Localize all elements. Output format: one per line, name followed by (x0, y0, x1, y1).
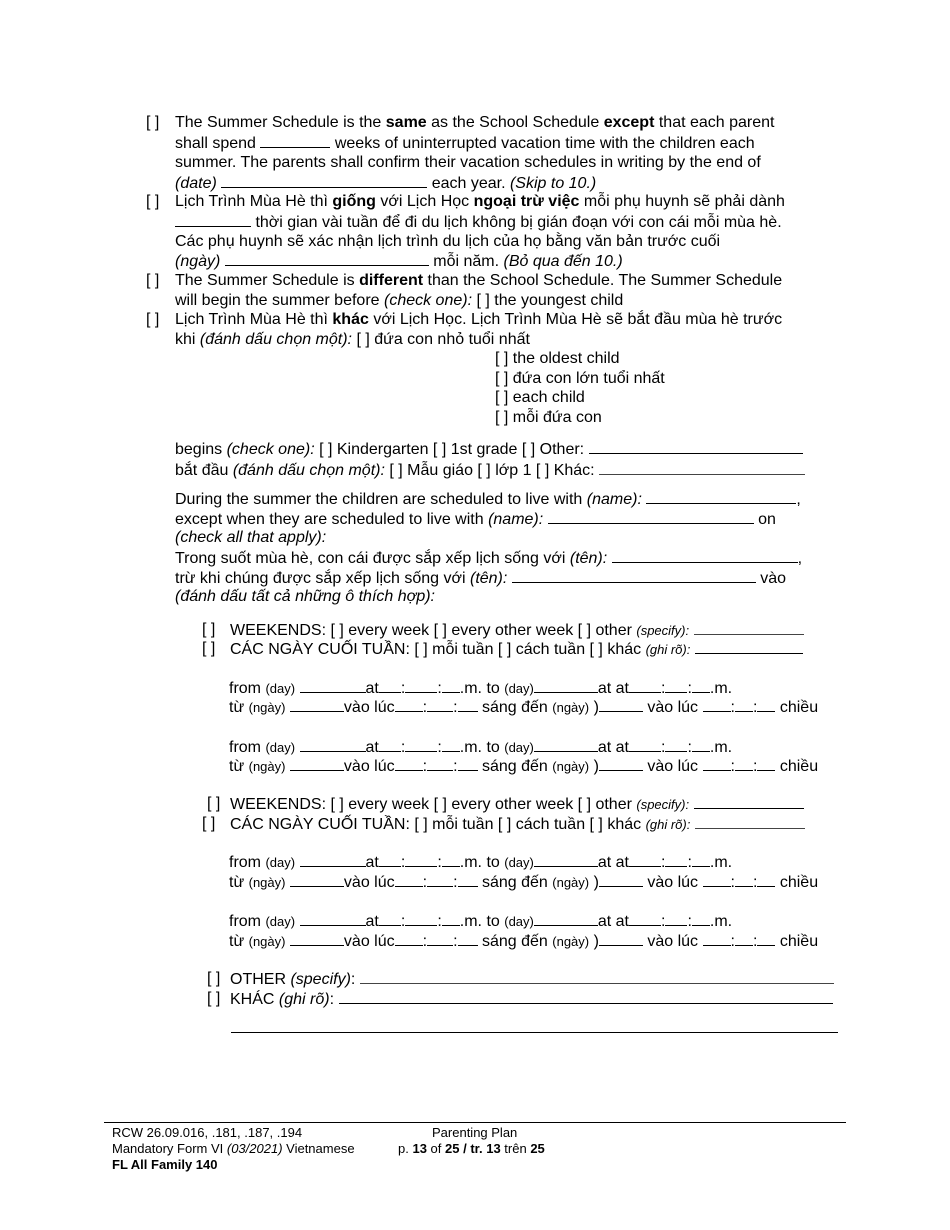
weeks-field[interactable] (260, 133, 330, 148)
during-line5: trừ khi chúng được sắp xếp lịch sống với (tên): vào (175, 570, 787, 587)
option-oldest-child[interactable]: [ ] the oldest child (495, 350, 620, 367)
during-line2: except when they are scheduled to live with (name): on (175, 511, 776, 528)
weekends-1-vi: CÁC NGÀY CUỐI TUẦN: [ ] mỗi tuần [ ] cách tuần [ ] khác (ghi rõ): (230, 639, 803, 659)
except-name-field-vi[interactable] (512, 568, 756, 583)
tu-row-1: từ (ngày) vào lúc : : sáng đến (ngày) ) vào lúc : : chiều (229, 699, 819, 716)
during-line6: (đánh dấu tất cả những ô thích hợp): (175, 588, 435, 605)
weekends-specify-field[interactable] (694, 620, 804, 635)
from-row-3: from (day) at : : .m. to (day) at at : : .m. (229, 854, 733, 871)
footer-rcw: RCW 26.09.016, .181, .187, .194 (112, 1125, 303, 1140)
begins-other-field-vi[interactable] (599, 460, 805, 475)
from-row-1: from (day) at : : .m. to (day) at at : : .m. (229, 680, 733, 697)
checkbox-different-schedule[interactable]: [ ] (146, 272, 160, 289)
other-line: OTHER (specify): (230, 969, 834, 989)
s4-line1: Lịch Trình Mùa Hè thì khác với Lịch Học. Lịch Trình Mùa Hè sẽ bắt đầu mùa hè trước (175, 311, 783, 328)
s2-line3: Các phụ huynh sẽ xác nhận lịch trình du lịch của họ bằng văn bản trước cuối (175, 233, 721, 250)
begins-line-vi: bắt đầu (đánh dấu chọn một): [ ] Mẫu giáo [ ] lớp 1 [ ] Khác: (175, 460, 805, 480)
weekends-specify-field-2-vi[interactable] (695, 814, 805, 829)
s3-line1: The Summer Schedule is different than the School Schedule. The Summer Schedule (175, 272, 783, 289)
s2-line4: (ngày) mỗi năm. (Bỏ qua đến 10.) (175, 253, 623, 270)
live-with-name-field[interactable] (646, 489, 796, 504)
weekends-2: WEEKENDS: [ ] every week [ ] every other week [ ] other (specify): (230, 794, 804, 814)
checkbox-weekends-2-vi[interactable]: [ ] (202, 815, 216, 832)
option-each-child[interactable]: [ ] each child (495, 389, 585, 406)
live-with-name-field-vi[interactable] (612, 548, 798, 563)
weekends-specify-field-vi[interactable] (695, 639, 803, 654)
s2-line1: Lịch Trình Mùa Hè thì giống với Lịch Học ngoại trừ việc mỗi phụ huynh sẽ phải dành (175, 193, 785, 210)
from-row-4: from (day) at : : .m. to (day) at at : : .m. (229, 913, 733, 930)
footer-page: p. 13 of 25 / tr. 13 trên 25 (398, 1141, 545, 1156)
from-row-2: from (day) at : : .m. to (day) at at : : .m. (229, 739, 733, 756)
s3-line2: will begin the summer before (check one): [ ] the youngest child (175, 292, 624, 309)
except-name-field[interactable] (548, 509, 754, 524)
checkbox-same-schedule[interactable]: [ ] (146, 114, 160, 131)
checkbox-weekends-1[interactable]: [ ] (202, 621, 216, 638)
other-specify-field[interactable] (360, 969, 834, 984)
begins-other-field[interactable] (589, 439, 803, 454)
option-each-child-vi[interactable]: [ ] mỗi đứa con (495, 409, 602, 426)
weeks-field-vi[interactable] (175, 212, 251, 227)
footer-divider (104, 1122, 846, 1123)
tu-row-4: từ (ngày) vào lúc : : sáng đến (ngày) ) vào lúc : : chiều (229, 933, 819, 950)
checkbox-different-schedule-vi[interactable]: [ ] (146, 311, 160, 328)
other-specify-field-vi[interactable] (339, 989, 833, 1004)
other-line-vi: KHÁC (ghi rõ): (230, 989, 833, 1009)
weekends-specify-field-2[interactable] (694, 794, 804, 809)
during-line3: (check all that apply): (175, 529, 327, 546)
s1-line4: (date) each year. (Skip to 10.) (175, 175, 597, 192)
footer-title: Parenting Plan (432, 1125, 518, 1140)
during-line1: During the summer the children are scheduled to live with (name): , (175, 491, 801, 508)
checkbox-same-schedule-vi[interactable]: [ ] (146, 193, 160, 210)
weekends-1: WEEKENDS: [ ] every week [ ] every other week [ ] other (specify): (230, 620, 804, 640)
tu-row-2: từ (ngày) vào lúc : : sáng đến (ngày) ) vào lúc : : chiều (229, 758, 819, 775)
s1-line1: The Summer Schedule is the same as the School Schedule except that each parent (175, 114, 775, 131)
begins-line: begins (check one): [ ] Kindergarten [ ] 1st grade [ ] Other: (175, 439, 803, 459)
s1-line2: shall spend weeks of uninterrupted vacation time with the children each (175, 135, 755, 152)
option-oldest-child-vi[interactable]: [ ] đứa con lớn tuổi nhất (495, 370, 665, 387)
during-line4: Trong suốt mùa hè, con cái được sắp xếp lịch sống với (tên): , (175, 550, 803, 567)
checkbox-other-vi[interactable]: [ ] (207, 990, 221, 1007)
checkbox-other[interactable]: [ ] (207, 970, 221, 987)
checkbox-weekends-1-vi[interactable]: [ ] (202, 640, 216, 657)
s1-line3: summer. The parents shall confirm their vacation schedules in writing by the end of (175, 154, 761, 171)
footer-code: FL All Family 140 (112, 1157, 218, 1172)
s4-line2: khi (đánh dấu chọn một): [ ] đứa con nhỏ tuổi nhất (175, 331, 530, 348)
checkbox-weekends-2[interactable]: [ ] (207, 795, 221, 812)
other-extra-line[interactable] (231, 1032, 838, 1033)
tu-row-3: từ (ngày) vào lúc : : sáng đến (ngày) ) vào lúc : : chiều (229, 874, 819, 891)
date-field-vi[interactable] (225, 251, 429, 266)
s2-line2: thời gian vài tuần để đi du lịch không bị gián đoạn với con cái mỗi mùa hè. (175, 212, 782, 232)
date-field[interactable] (221, 173, 427, 188)
footer-form: Mandatory Form VI (03/2021) Vietnamese (112, 1141, 355, 1156)
weekends-2-vi: CÁC NGÀY CUỐI TUẦN: [ ] mỗi tuần [ ] cách tuần [ ] khác (ghi rõ): (230, 814, 805, 834)
